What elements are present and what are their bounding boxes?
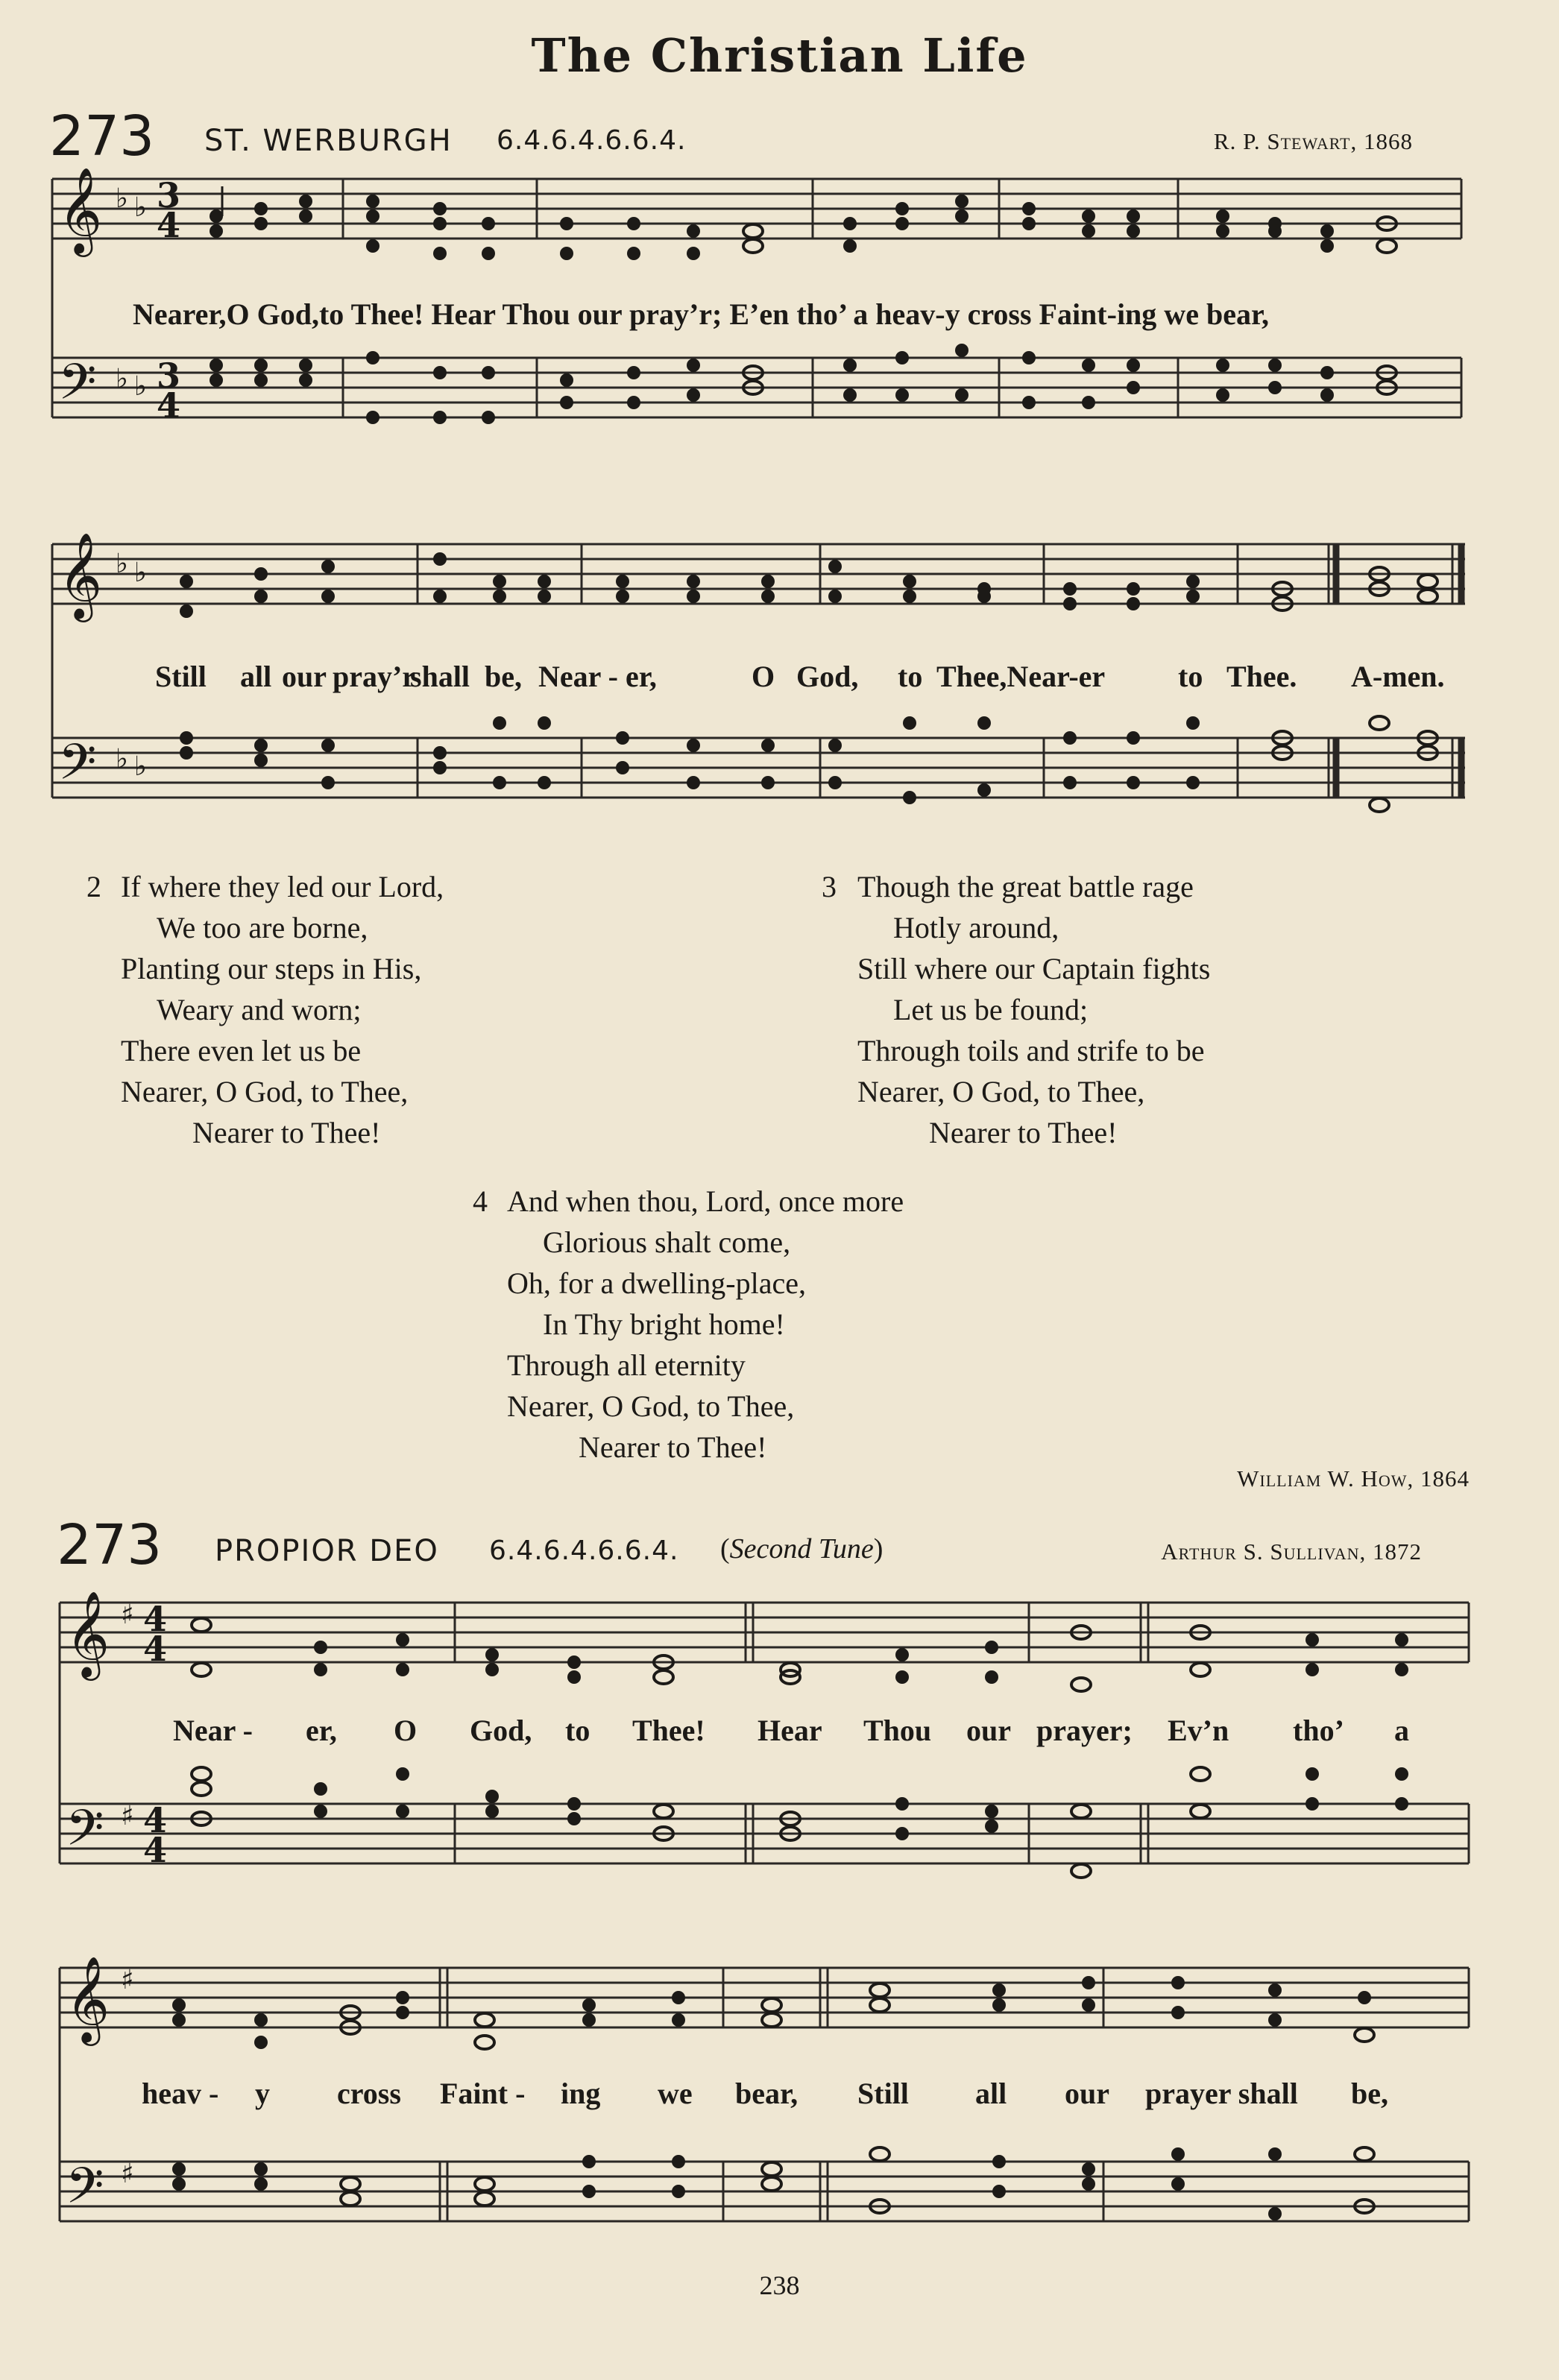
sharp-icon: ♯ [121, 1600, 134, 1630]
svg-text:4: 4 [143, 1599, 168, 1639]
tune-name-2: PROPIOR DEO [215, 1534, 439, 1568]
svg-text:𝄢: 𝄢 [58, 733, 97, 803]
svg-text:♭: ♭ [134, 558, 147, 588]
svg-text:♭: ♭ [116, 364, 128, 394]
author-credit: William W. How, 1864 [1237, 1465, 1470, 1492]
verse-4: 4 And when thou, Lord, once more Glorious shalt come, Oh, for a dwelling-place, In Thy bright home! Through all eternity Nearer, O God, to Thee, Nearer to Thee! [473, 1184, 904, 1464]
svg-text:♭: ♭ [134, 751, 147, 782]
svg-text:♭: ♭ [116, 744, 128, 774]
svg-text:𝄞: 𝄞 [66, 1955, 110, 2042]
tune-name: ST. WERBURGH [204, 124, 453, 158]
svg-text:♭: ♭ [134, 192, 147, 223]
lyrics-line-1: Nearer,O God,to Thee! Hear Thou our pray’r; E’en tho’ a heav-y cross Faint-ing we bear, [133, 297, 1270, 331]
svg-text:𝄢: 𝄢 [66, 1799, 104, 1869]
page-number: 238 [759, 2270, 800, 2300]
second-tune-label: (Second Tune) [720, 1533, 884, 1565]
svg-text:4: 4 [143, 1629, 168, 1669]
bass-notes-1 [210, 344, 1396, 424]
hymn-number: 273 [49, 104, 155, 168]
composer-credit-2: Arthur S. Sullivan, 1872 [1161, 1538, 1422, 1565]
meter-2: 6.4.6.4.6.6.4. [489, 1535, 679, 1566]
lyrics-line-3: Near - er, O God, to Thee! Hear Thou our prayer; Ev’n tho’ a [173, 1714, 1409, 1747]
svg-text:♯: ♯ [121, 1965, 134, 1995]
svg-text:4: 4 [143, 1800, 168, 1840]
svg-text:3: 3 [157, 175, 181, 215]
music-system-1 [45, 166, 1476, 499]
svg-text:3: 3 [157, 356, 181, 396]
lyrics-line-2: Still all our pray’r shall be, Near - er, O God, to Thee,Near-er to Thee. A-men. [155, 660, 1445, 693]
meter: 6.4.6.4.6.6.4. [497, 125, 687, 156]
hymn-number-2: 273 [57, 1513, 163, 1577]
svg-text:4: 4 [157, 385, 181, 426]
composer-credit: R. P. Stewart, 1868 [1213, 128, 1413, 154]
svg-text:♯: ♯ [121, 2159, 134, 2189]
flat-icon: ♭ [116, 183, 128, 214]
lyrics-line-4: heav - y cross Faint - ing we bear, Still all our prayer shall be, [142, 2077, 1388, 2110]
svg-text:4: 4 [143, 1830, 168, 1870]
verse-3: 3 Though the great battle rage Hotly around, Still where our Captain fights Let us be found; Through toils and strife to be Nearer, O God, to Thee, Nearer to Thee! [822, 870, 1211, 1149]
svg-text:♭: ♭ [134, 371, 147, 402]
treble-clef-icon: 𝄞 [58, 166, 103, 253]
svg-text:♯: ♯ [121, 1801, 134, 1831]
svg-text:𝄞: 𝄞 [66, 1590, 110, 1677]
section-title: The Christian Life [531, 28, 1028, 83]
svg-text:𝄢: 𝄢 [66, 2157, 104, 2226]
bass-clef-icon: 𝄢 [58, 353, 97, 423]
svg-text:♭: ♭ [116, 549, 128, 579]
svg-text:𝄞: 𝄞 [58, 531, 103, 619]
verse-2: 2 If where they led our Lord, We too are borne, Planting our steps in His, Weary and worn; There even let us be Nearer, O God, to Thee, Nearer to Thee! [86, 870, 444, 1149]
svg-text:4: 4 [157, 205, 181, 245]
